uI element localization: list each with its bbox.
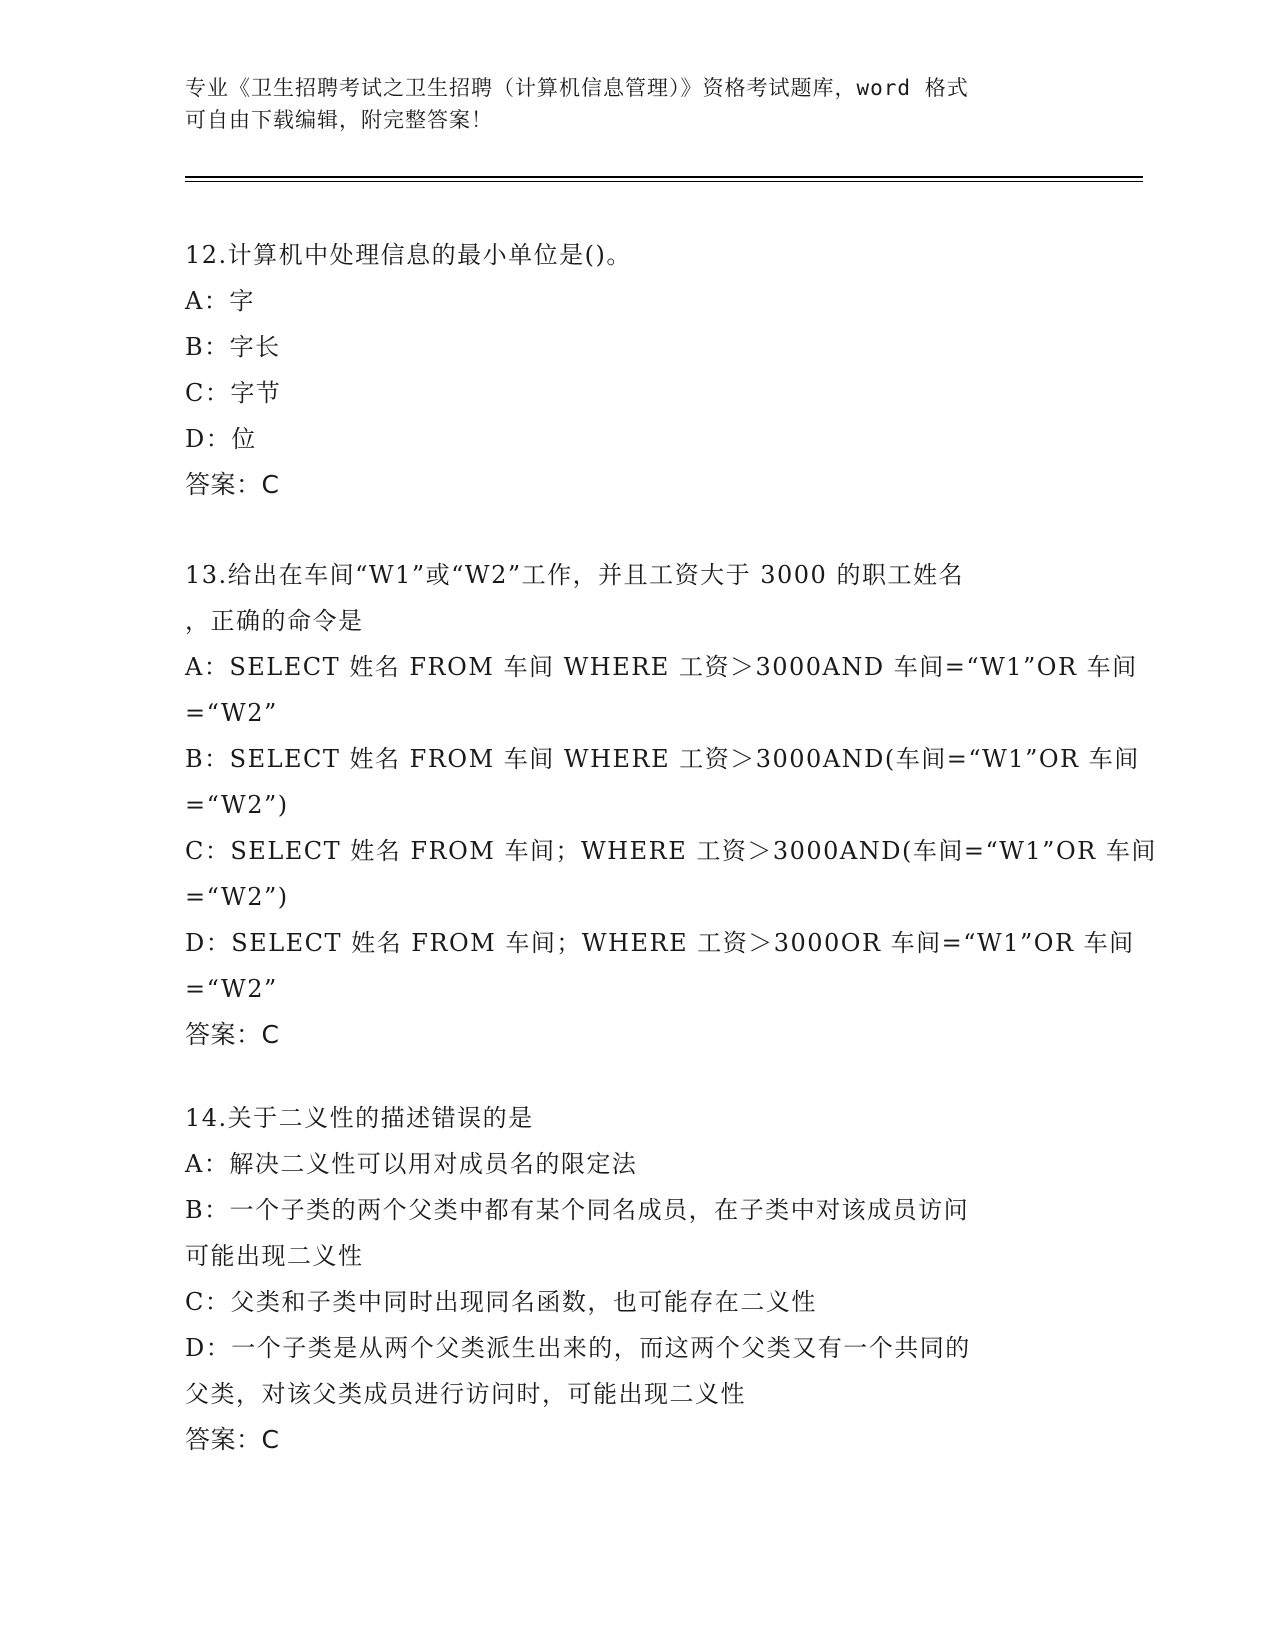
option-b-continued: =“W2”) [185, 791, 289, 819]
option-a-continued: =“W2” [185, 699, 278, 727]
option-b: B：一个子类的两个父类中都有某个同名成员，在子类中对该成员访问 [185, 1196, 970, 1224]
option-d-continued: 父类，对该父类成员进行访问时，可能出现二义性 [185, 1380, 746, 1408]
option-d: D：SELECT 姓名 FROM 车间；WHERE 工资＞3000OR 车间=“W1”OR 车间 [185, 929, 1135, 957]
question-stem-continued: ，正确的命令是 [185, 607, 364, 635]
question-stem: 14.关于二义性的描述错误的是 [185, 1104, 534, 1132]
answer: 答案：C [185, 1020, 280, 1049]
option-d: D：位 [185, 425, 257, 453]
document-header [185, 72, 1065, 136]
option-c-continued: =“W2”) [185, 883, 289, 911]
header-divider-thick [185, 176, 1143, 178]
option-a: A：解决二义性可以用对成员名的限定法 [185, 1150, 638, 1178]
option-b: B：SELECT 姓名 FROM 车间 WHERE 工资＞3000AND(车间=“W1”OR 车间 [185, 745, 1140, 773]
question-13 [185, 552, 1157, 1058]
option-c: C：父类和子类中同时出现同名函数，也可能存在二义性 [185, 1288, 817, 1316]
question-stem: 13.给出在车间“W1”或“W2”工作，并且工资大于 3000 的职工姓名 [185, 561, 964, 589]
answer: 答案：C [185, 1425, 280, 1454]
option-b: B：字长 [185, 333, 281, 361]
option-c: C：SELECT 姓名 FROM 车间；WHERE 工资＞3000AND(车间=“W1”OR 车间 [185, 837, 1157, 865]
question-12 [185, 232, 1085, 508]
question-14 [185, 1095, 1085, 1463]
option-d: D：一个子类是从两个父类派生出来的，而这两个父类又有一个共同的 [185, 1334, 971, 1362]
option-d-continued: =“W2” [185, 975, 278, 1003]
question-stem: 12.计算机中处理信息的最小单位是()。 [185, 241, 632, 269]
header-divider-thin [185, 181, 1143, 182]
answer: 答案：C [185, 470, 280, 499]
option-a: A：字 [185, 287, 255, 315]
header-line-1: 专业《卫生招聘考试之卫生招聘（计算机信息管理）》资格考试题库，word 格式 [185, 76, 969, 100]
header-line-2: 可自由下载编辑，附完整答案！ [185, 108, 493, 132]
option-c: C：字节 [185, 379, 282, 407]
option-b-continued: 可能出现二义性 [185, 1242, 364, 1270]
option-a: A：SELECT 姓名 FROM 车间 WHERE 工资＞3000AND 车间=“W1”OR 车间 [185, 653, 1138, 681]
